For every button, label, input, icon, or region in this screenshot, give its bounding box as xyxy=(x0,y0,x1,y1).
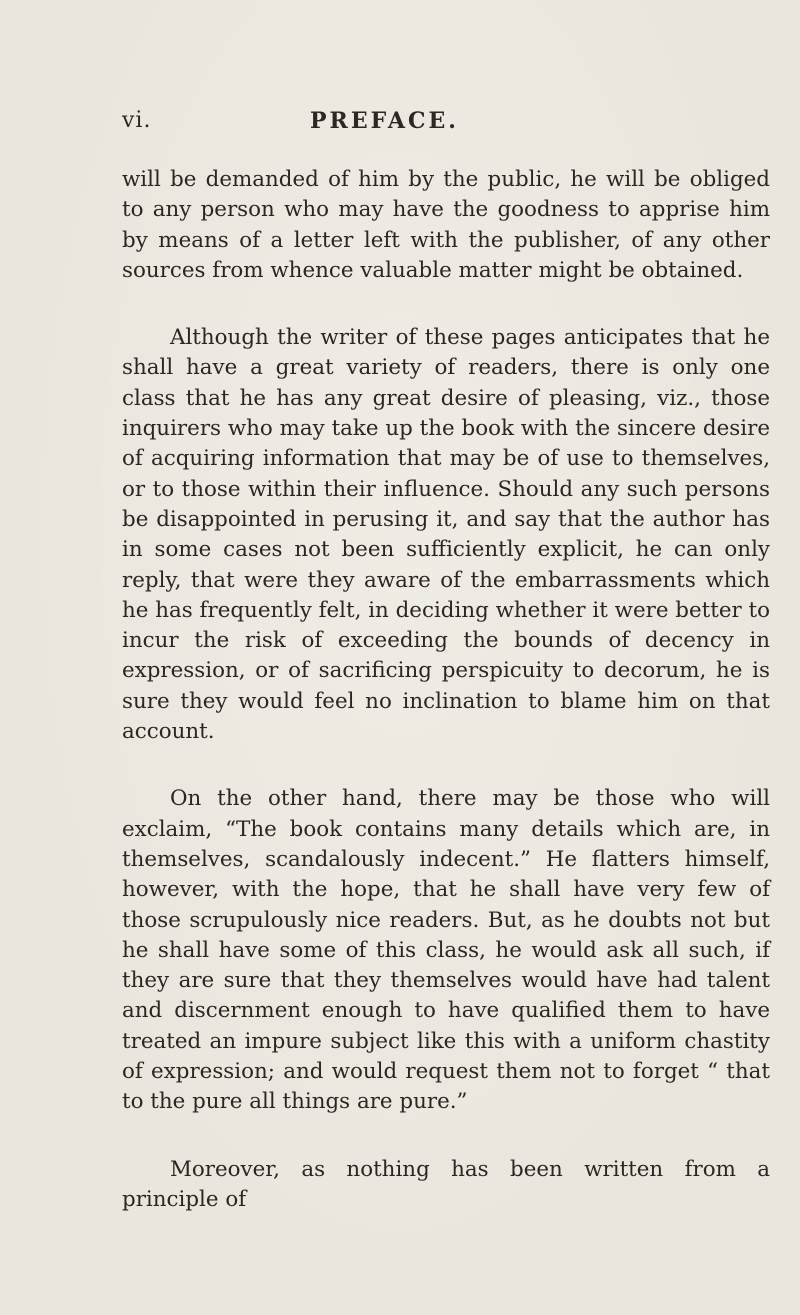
paragraph: will be demanded of him by the public, he will be obliged to any person who may have the goodness to apprise him by means of a letter left with the publisher, of any other sources from whence valuable matter might be obtained. xyxy=(122,167,770,283)
page-header xyxy=(122,108,760,138)
page-number: vi. xyxy=(122,108,152,133)
running-head: PREFACE. xyxy=(310,108,459,134)
paragraph: On the other hand, there may be those who will exclaim, “The book contains many details which are, in themselves, scandalously indecent.” He flatters himself, however, with the hope, that he shall have very few of those scrupulously nice readers. But, as he doubts not but he shall have some of this class, he would ask all such, if they are sure that they themselves would have had talent and discernment enough to have qualified them to have treated an impure subject like this with a uniform chastity of expression; and would request them not to forget “ that to the pure all things are pure.” xyxy=(122,786,770,1115)
paragraph: Although the writer of these pages anticipates that he shall have a great variety of readers, there is only one class that he has any great desire of pleasing, viz., those inquirers who may take up the book with the sincere desire of acquiring information that may be of use to themselves, or to those within their influence. Should any such persons be disappointed in perusing it, and say that the author has in some cases not been sufficiently explicit, he can only reply, that were they aware of the embarrassments which he has frequently felt, in deciding whether it were better to incur the risk of exceeding the bounds of decency in expression, or of sacrificing perspicuity to decorum, he is sure they would feel no inclination to blame him on that account. xyxy=(122,325,770,745)
body-text xyxy=(122,165,770,1215)
paragraph: Moreover, as nothing has been written from a principle of xyxy=(122,1156,770,1212)
